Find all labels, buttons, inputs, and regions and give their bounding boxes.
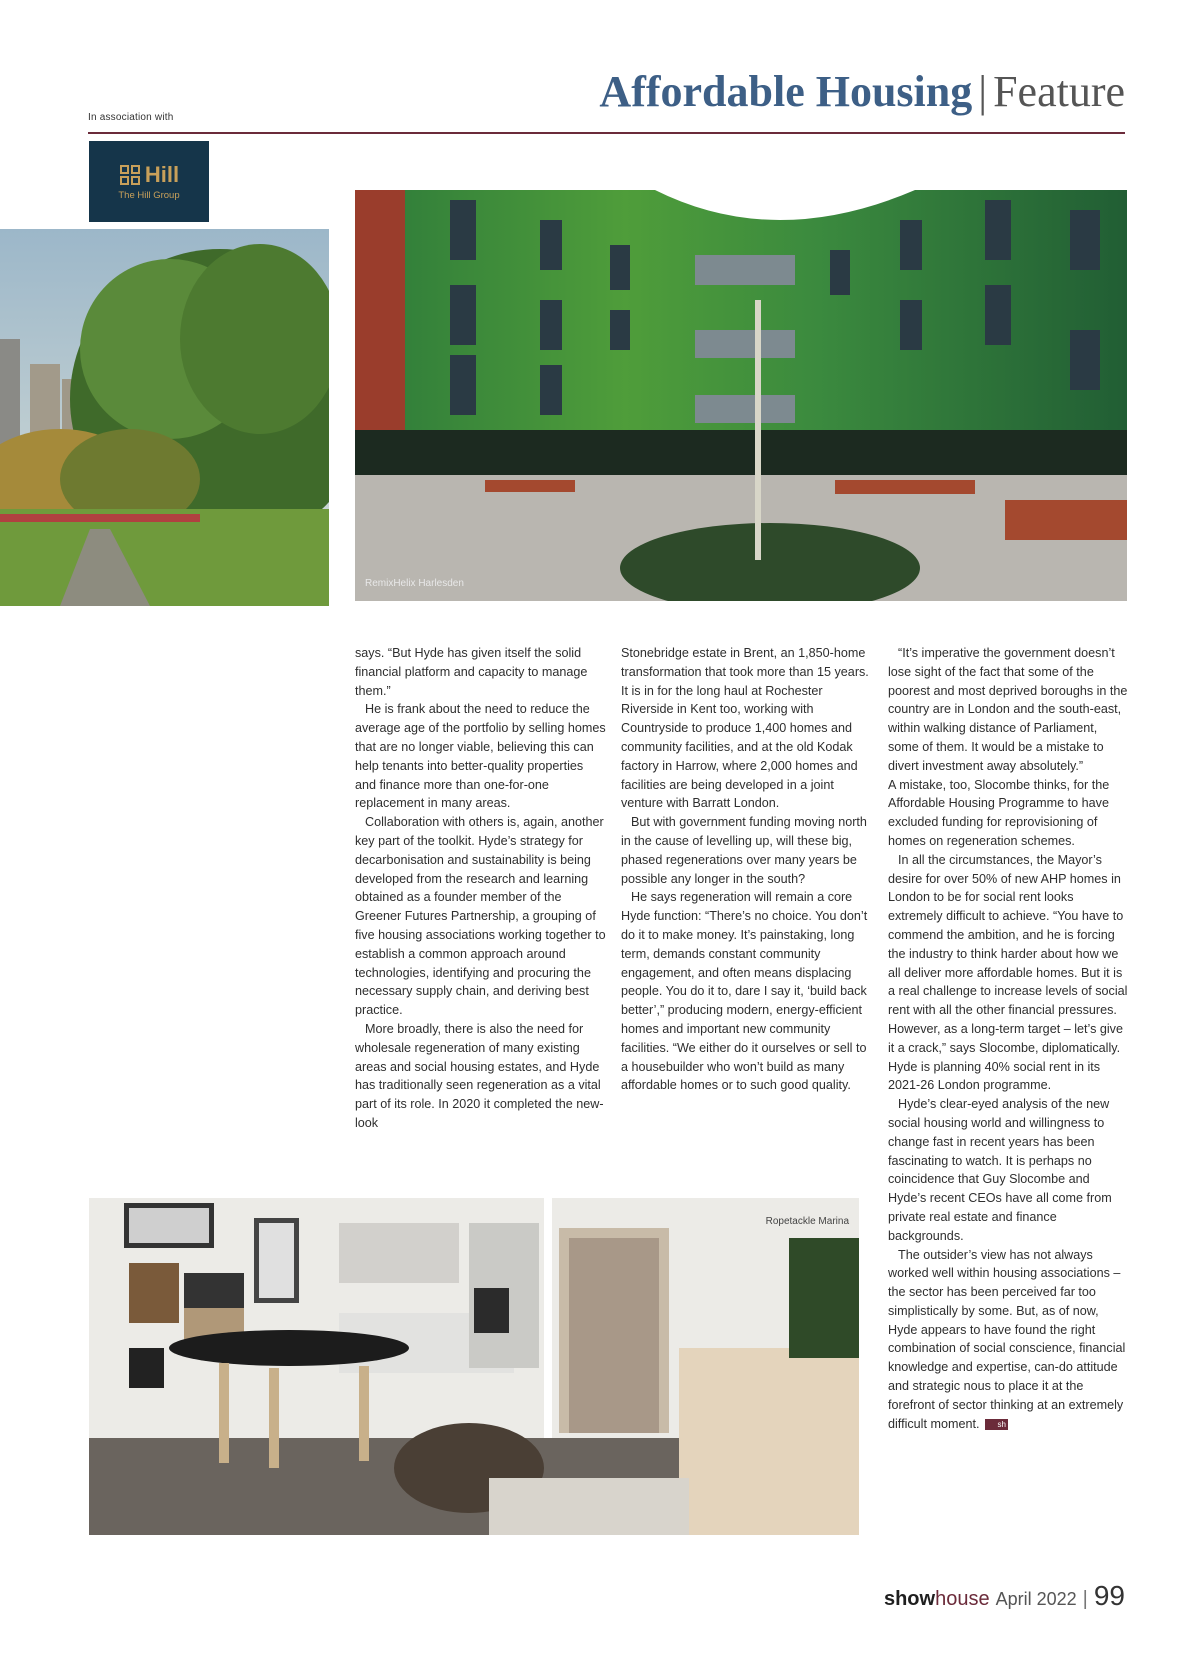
paragraph: But with government funding moving north in the cause of levelling up, will these big, phased regenerations over many years be possible any longer in the south? bbox=[621, 815, 867, 886]
building-photo-caption: RemixHelix Harlesden bbox=[365, 578, 464, 589]
paragraph-text: The outsider’s view has not always worked well within housing associations – the sector has been perceived far too simplistically by some. But, as of now, Hyde appears to have found the right combination of social conscience, financial knowledge and expertise, can-do attitude and strategic nous to place it at the forefront of sector thinking at an extremely difficult moment. bbox=[888, 1247, 1126, 1431]
magazine-name-show: show bbox=[883, 1588, 936, 1610]
header-rule bbox=[88, 132, 1125, 134]
title-separator: | bbox=[978, 67, 988, 116]
paragraph: “It’s imperative the government doesn’t lose sight of the fact that some of the poorest and most deprived boroughs in the country are in London and the south-east, within walking distance of Parliament, some of them. It would be a mistake to divert investment away absolutely.” bbox=[888, 646, 1128, 773]
paragraph: Collaboration with others is, again, another key part of the toolkit. Hyde’s strategy for decarbonisation and sustainability is being developed from the research and learning obtained as a founder member of the Greener Futures Partnership, a grouping of five housing associations working together to establish a common approach around technologies, identifying and procuring the necessary supply chain, and deriving best practice. bbox=[355, 815, 606, 1018]
hill-logo-icon bbox=[119, 164, 141, 186]
paragraph: Stonebridge estate in Brent, an 1,850-home transformation that took more than 15 years. It is in for the long haul at Rochester Riverside in Kent too, working with Countryside to produce 1,400 homes and community facilities, and at the old Kodak factory in Harrow, where 2,000 homes and facilities are being developed in a joint venture with Barratt London. bbox=[621, 646, 869, 811]
paragraph: More broadly, there is also the need for wholesale regeneration of many existing areas and social housing estates, and Hyde has traditionally seen regeneration as a vital part of its role. In 2020 it completed the new-look bbox=[355, 1021, 604, 1130]
page-number: 99 bbox=[1093, 1580, 1125, 1611]
hill-group-logo bbox=[89, 141, 209, 222]
section-title: Affordable Housing bbox=[599, 67, 973, 116]
interior-photo bbox=[89, 1198, 859, 1535]
interior-photo-caption: Ropetackle Marina bbox=[765, 1216, 849, 1227]
paragraph: He is frank about the need to reduce the average age of the portfolio by selling homes that are no longer viable, believing this can help tenants into better-quality properties and finance more than one-for-one replacement in many areas. bbox=[355, 702, 606, 811]
text-column-2 bbox=[621, 644, 873, 1095]
page-footer bbox=[884, 1580, 1125, 1612]
paragraph: A mistake, too, Slocombe thinks, for the Affordable Housing Programme to have excluded funding for reprovisioning of homes on regeneration schemes. bbox=[888, 777, 1110, 848]
text-column-3 bbox=[888, 644, 1130, 1433]
magazine-name-house: house bbox=[935, 1588, 990, 1610]
page-header-title bbox=[599, 67, 1125, 116]
association-label: In association with bbox=[88, 112, 174, 123]
building-photo bbox=[355, 190, 1127, 601]
paragraph bbox=[888, 1246, 1130, 1434]
end-mark: sh bbox=[985, 1419, 1007, 1430]
issue-date: April 2022 bbox=[995, 1589, 1077, 1609]
paragraph: Hyde’s clear-eyed analysis of the new social housing world and willingness to change fast in recent years has been fascinating to watch. It is perhaps no coincidence that Guy Slocombe and Hyde’s recent CEOs have all come from private real estate and finance backgrounds. bbox=[888, 1097, 1112, 1243]
paragraph: In all the circumstances, the Mayor’s desire for over 50% of new AHP homes in London to be for social rent looks extremely difficult to achieve. “You have to commend the ambition, and he is forcing the industry to think harder about how we all deliver more affordable homes. But it is a real challenge to increase levels of social rent with all the other financial pressures. However, as a long-term target – let’s give it a crack,” says Slocombe, diplomatically. Hyde is planning 40% social rent in its 2021-26 London programme. bbox=[888, 852, 1128, 1093]
feature-label: Feature bbox=[993, 67, 1125, 116]
logo-brand-text: Hill bbox=[144, 162, 180, 187]
text-column-1 bbox=[355, 644, 607, 1133]
footer-separator: | bbox=[1082, 1588, 1088, 1610]
paragraph: says. “But Hyde has given itself the solid financial platform and capacity to manage them.” bbox=[355, 646, 588, 698]
logo-subtitle: The Hill Group bbox=[118, 190, 180, 201]
park-photo bbox=[0, 229, 329, 606]
paragraph: He says regeneration will remain a core Hyde function: “There’s no choice. You don’t do it to make money. It’s painstaking, long term, demands constant community engagement, and often means displacing people. You do it to, dare I say it, ‘build back better’,” producing modern, energy-efficient homes and important new community facilities. “We either do it ourselves or sell to a housebuilder who won’t build as many affordable homes or to such good quality. bbox=[621, 890, 868, 1093]
